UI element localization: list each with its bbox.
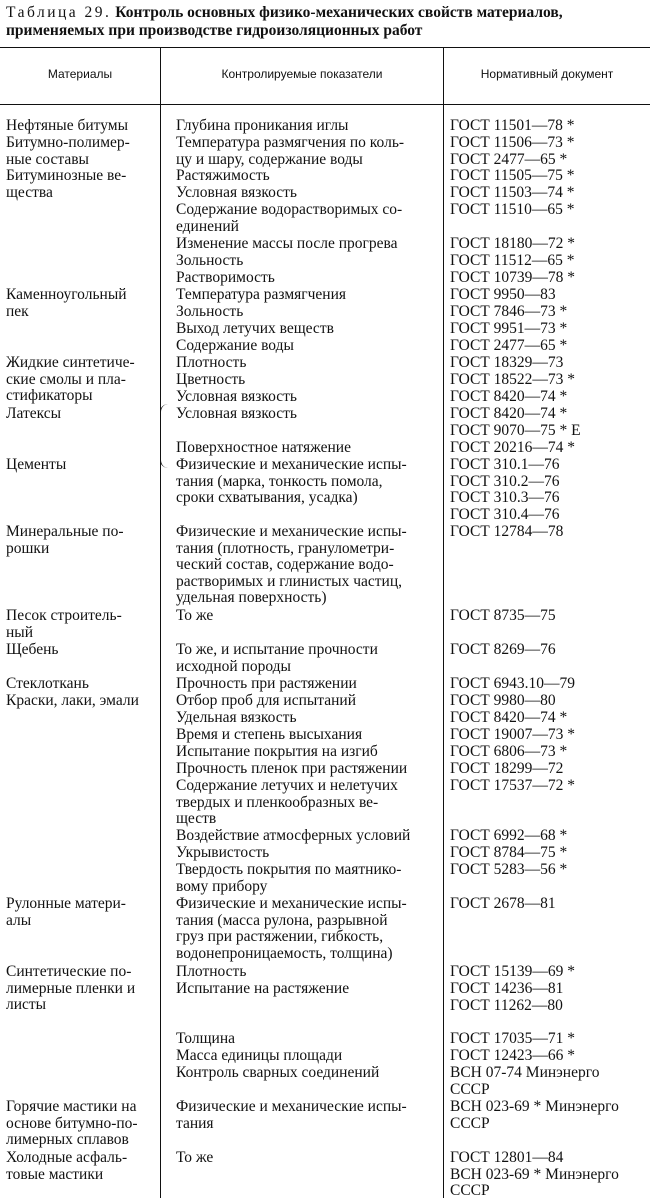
header-top-rule: [0, 47, 650, 48]
param-cell: Прочность пленок при растяжении: [176, 760, 408, 777]
param-cell: цу и шару, содержание воды: [176, 150, 363, 168]
material-cell: Краски, лаки, эмали: [6, 692, 139, 709]
param-cell: Зольность: [176, 303, 244, 320]
doc-cell: ГОСТ 19007—73 *: [450, 726, 576, 743]
material-cell: стификаторы: [6, 387, 93, 405]
material-cell: лимерных сплавов: [6, 1131, 129, 1149]
material-cell: Нефтяные битумы: [6, 117, 128, 134]
param-cell: растворимых и глинистых частиц,: [176, 572, 402, 590]
doc-cell: ГОСТ 6992—68 *: [450, 827, 568, 844]
latex-brace: [160, 404, 171, 468]
material-cell: основе битумно-по-: [6, 1114, 138, 1132]
doc-cell: ГОСТ 12801—84: [450, 1149, 564, 1166]
doc-cell: ГОСТ 8269—76: [450, 641, 556, 658]
doc-cell: ГОСТ 9950—83: [450, 286, 556, 303]
doc-cell: ГОСТ 6806—73 *: [450, 743, 568, 760]
doc-cell: ГОСТ 310.3—76: [450, 489, 560, 507]
table-title-line2: применяемых при производстве гидроизоляционных работ: [6, 22, 423, 39]
param-cell: То же: [176, 1149, 214, 1166]
doc-cell: ГОСТ 9951—73 *: [450, 320, 568, 337]
material-cell: Щебень: [6, 641, 59, 658]
param-cell: удельная поверхность): [176, 589, 327, 607]
param-cell: Содержание воды: [176, 337, 294, 354]
param-cell: Прочность при растяжении: [176, 675, 357, 692]
param-cell: ществ: [176, 810, 217, 828]
param-cell: Масса единицы площади: [176, 1047, 343, 1064]
doc-cell: ВСН 07-74 Минэнерго: [450, 1064, 600, 1081]
param-cell: сроки схватывания, усадка): [176, 489, 358, 507]
doc-cell: ГОСТ 17537—72 *: [450, 777, 576, 794]
param-cell: вому прибору: [176, 877, 268, 895]
doc-cell: ГОСТ 18329—73: [450, 354, 564, 371]
param-cell: единений: [176, 217, 239, 235]
param-cell: Изменение массы после прогрева: [176, 235, 398, 252]
param-cell: Температура размягчения по коль-: [176, 134, 405, 151]
param-cell: Твердость покрытия по маятнико-: [176, 861, 402, 878]
doc-cell: ГОСТ 8420—74 *: [450, 388, 568, 405]
doc-cell: ГОСТ 8784—75 *: [450, 844, 568, 861]
param-cell: То же: [176, 607, 214, 624]
material-cell: лимерные пленки и: [6, 979, 136, 997]
param-cell: Физические и механические испы-: [176, 523, 407, 540]
material-cell: ские смолы и пла-: [6, 370, 126, 388]
material-cell: Горячие мастики на: [6, 1098, 137, 1115]
doc-cell: ГОСТ 12784—78: [450, 523, 564, 540]
doc-cell: ГОСТ 9980—80: [450, 692, 556, 709]
doc-cell: ГОСТ 11506—73 *: [450, 134, 575, 151]
param-cell: Поверхностное натяжение: [176, 439, 351, 456]
doc-cell: ГОСТ 5283—56 *: [450, 861, 568, 878]
param-cell: водонепроницаемость, толщина): [176, 944, 393, 962]
param-cell: То же, и испытание прочности: [176, 641, 378, 658]
doc-cell: ГОСТ 11503—74 *: [450, 184, 575, 201]
doc-cell: ГОСТ 9070—75 * Е: [450, 421, 581, 439]
param-cell: Зольность: [176, 252, 244, 269]
material-cell: Синтетические по-: [6, 963, 132, 980]
doc-cell: ГОСТ 10739—78 *: [450, 269, 576, 286]
param-cell: Содержание летучих и нелетучих: [176, 777, 398, 794]
param-cell: Испытание на растяжение: [176, 980, 350, 997]
header-bottom-rule: [0, 104, 650, 105]
doc-cell: СССР: [450, 1080, 490, 1098]
doc-cell: ГОСТ 310.2—76: [450, 472, 560, 490]
material-cell: пек: [6, 302, 29, 320]
doc-cell: ВСН 023-69 * Минэнерго: [450, 1165, 619, 1183]
doc-cell: ГОСТ 8420—74 *: [450, 709, 568, 726]
param-cell: Условная вязкость: [176, 184, 297, 201]
doc-cell: ВСН 023-69 * Минэнерго: [450, 1098, 619, 1115]
param-cell: Условная вязкость: [176, 405, 297, 422]
param-cell: тания (плотность, гранулометри-: [176, 539, 395, 557]
table-title: [6, 4, 646, 40]
doc-cell: ГОСТ 11505—75 *: [450, 167, 575, 184]
param-cell: Толщина: [176, 1030, 235, 1047]
doc-cell: ГОСТ 8735—75: [450, 607, 556, 624]
param-cell: Условная вязкость: [176, 388, 297, 405]
material-cell: щества: [6, 183, 53, 201]
doc-cell: ГОСТ 18180—72 *: [450, 235, 576, 252]
doc-cell: ГОСТ 8420—74 *: [450, 405, 568, 422]
param-cell: груз при растяжении, гибкость,: [176, 928, 384, 946]
material-cell: Жидкие синтетиче-: [6, 354, 135, 371]
doc-cell: ГОСТ 2477—65 *: [450, 150, 568, 168]
header-params: Контролируемые показатели: [221, 67, 383, 81]
param-cell: Воздействие атмосферных условий: [176, 827, 411, 844]
doc-cell: ГОСТ 2477—65 *: [450, 337, 568, 354]
material-cell: Минеральные по-: [6, 523, 124, 540]
material-cell: Латексы: [6, 405, 62, 422]
header-materials: Материалы: [47, 67, 113, 81]
doc-cell: ГОСТ 11512—65 *: [450, 252, 575, 269]
param-cell: Контроль сварных соединений: [176, 1064, 380, 1081]
param-cell: Содержание водорастворимых со-: [176, 201, 403, 218]
material-cell: Песок строитель-: [6, 607, 122, 624]
doc-cell: ГОСТ 17035—71 *: [450, 1030, 576, 1047]
material-cell: Рулонные матери-: [6, 895, 126, 912]
param-cell: Удельная вязкость: [176, 709, 297, 726]
param-cell: Укрывистость: [176, 844, 270, 861]
doc-cell: ГОСТ 11262—80: [450, 996, 563, 1014]
param-cell: Цветность: [176, 371, 246, 388]
doc-cell: ГОСТ 310.4—76: [450, 505, 560, 523]
material-cell: рошки: [6, 539, 50, 557]
param-cell: твердых и пленкообразных ве-: [176, 793, 379, 811]
param-cell: тания (марка, тонкость помола,: [176, 472, 383, 490]
param-cell: Физические и механические испы-: [176, 456, 407, 473]
material-cell: Битуминозные ве-: [6, 167, 127, 184]
material-cell: товые мастики: [6, 1165, 104, 1183]
column-divider-2: [443, 48, 444, 1198]
doc-cell: ГОСТ 6943.10—79: [450, 675, 576, 692]
doc-cell: СССР: [450, 1182, 490, 1200]
param-cell: тания: [176, 1114, 214, 1132]
header-docs: Нормативный документ: [480, 67, 614, 81]
column-divider-1: [160, 48, 161, 1198]
material-cell: листы: [6, 996, 47, 1014]
doc-cell: ГОСТ 310.1—76: [450, 456, 560, 473]
param-cell: Плотность: [176, 963, 247, 980]
table-number: Таблица 29.: [6, 4, 112, 21]
doc-cell: СССР: [450, 1114, 490, 1132]
param-cell: Глубина проникания иглы: [176, 117, 349, 134]
doc-cell: ГОСТ 18522—73 *: [450, 371, 576, 388]
table-title-line1: Контроль основных физико-механических свойств материалов,: [115, 4, 563, 21]
param-cell: Время и степень высыхания: [176, 726, 363, 743]
param-cell: тания (масса рулона, разрывной: [176, 911, 388, 929]
doc-cell: ГОСТ 12423—66 *: [450, 1047, 576, 1064]
material-cell: ные составы: [6, 150, 89, 168]
doc-cell: ГОСТ 14236—81: [450, 980, 564, 997]
param-cell: Отбор проб для испытаний: [176, 692, 357, 709]
param-cell: ческий состав, содержание водо-: [176, 556, 394, 574]
material-cell: Холодные асфаль-: [6, 1149, 128, 1166]
doc-cell: ГОСТ 11510—65 *: [450, 201, 575, 218]
material-cell: Битумно-полимер-: [6, 134, 130, 151]
material-cell: Цементы: [6, 456, 67, 473]
material-cell: Каменноугольный: [6, 286, 127, 303]
doc-cell: ГОСТ 11501—78 *: [450, 117, 575, 134]
doc-cell: ГОСТ 18299—72: [450, 760, 564, 777]
doc-cell: ГОСТ 20216—74 *: [450, 439, 576, 456]
param-cell: исходной породы: [176, 657, 291, 675]
doc-cell: ГОСТ 2678—81: [450, 895, 556, 912]
param-cell: Физические и механические испы-: [176, 1098, 407, 1115]
param-cell: Плотность: [176, 354, 247, 371]
material-cell: алы: [6, 911, 32, 929]
doc-cell: ГОСТ 7846—73 *: [450, 303, 568, 320]
param-cell: Температура размягчения: [176, 286, 347, 303]
param-cell: Испытание покрытия на изгиб: [176, 743, 378, 760]
doc-cell: ГОСТ 15139—69 *: [450, 963, 576, 980]
param-cell: Выход летучих веществ: [176, 320, 334, 337]
param-cell: Растяжимость: [176, 167, 270, 184]
param-cell: Физические и механические испы-: [176, 895, 407, 912]
material-cell: ный: [6, 623, 34, 641]
param-cell: Растворимость: [176, 269, 275, 286]
material-cell: Стеклоткань: [6, 675, 89, 692]
